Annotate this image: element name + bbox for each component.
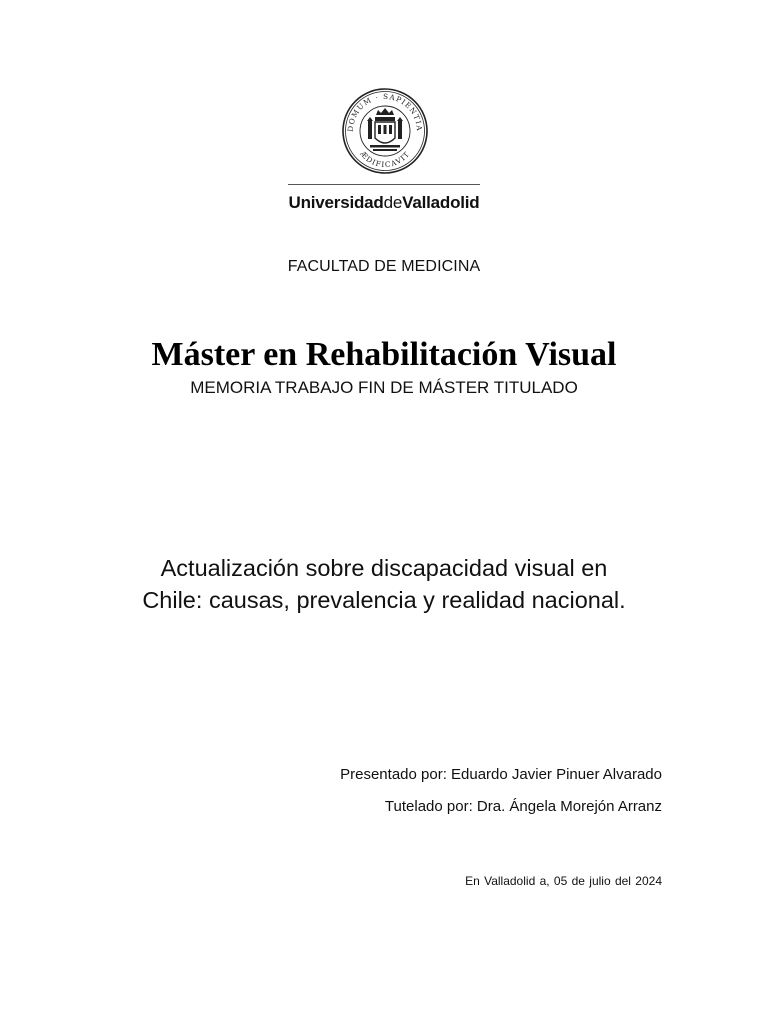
date-line: En Valladolid a, 05 de julio del 2024 — [465, 874, 662, 888]
university-name-part-2: de — [383, 193, 403, 212]
university-name-part-1: Universidad — [288, 193, 384, 212]
thesis-title — [0, 552, 768, 616]
faculty-name: FACULTAD DE MEDICINA — [287, 258, 481, 275]
memoria-subtitle: MEMORIA TRABAJO FIN DE MÁSTER TITULADO — [190, 378, 578, 397]
svg-text:ÆDIFICAVIT: ÆDIFICAVIT — [358, 149, 412, 170]
university-name-part-3: Valladolid — [402, 193, 480, 212]
svg-text:DOMUM · SAPIENTIA: DOMUM · SAPIENTIA — [345, 91, 425, 132]
university-seal-logo — [342, 88, 428, 174]
thesis-title-line-2: Chile: causas, prevalencia y realidad nacional. — [142, 587, 626, 613]
university-name-logo — [0, 192, 768, 214]
tutored-by: Tutelado por: Dra. Ángela Morejón Arranz — [384, 798, 662, 815]
logo-divider — [288, 184, 480, 185]
master-title: Máster en Rehabilitación Visual — [151, 336, 617, 373]
thesis-title-line-1: Actualización sobre discapacidad visual en — [160, 555, 608, 581]
presented-by: Presentado por: Eduardo Javier Pinuer Alvarado — [340, 766, 662, 783]
seal-emblem-icon — [342, 88, 428, 174]
